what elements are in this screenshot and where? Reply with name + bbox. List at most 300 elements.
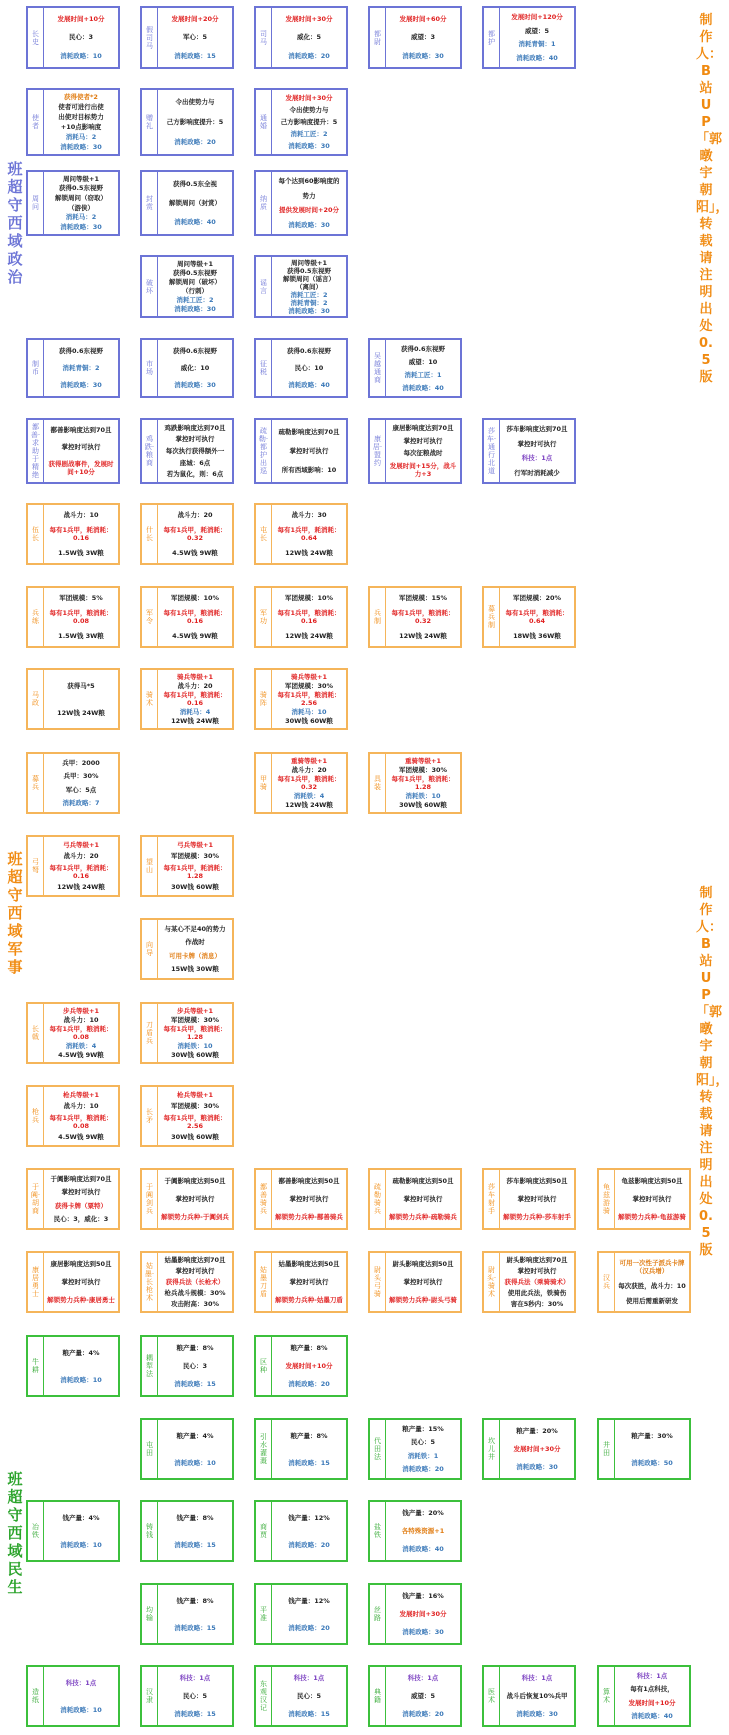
tech-node[interactable] (26, 1500, 120, 1562)
tech-node-body (386, 1420, 460, 1478)
tech-node-label: 马政 (28, 670, 44, 728)
tech-node-label: 弓弩 (28, 837, 44, 895)
tech-node-line: 可用卡牌（消息） (169, 951, 221, 960)
tech-node-body (272, 340, 346, 396)
tech-node-line: 12W钱 24W粮 (285, 632, 333, 641)
tech-node-line: 康居影响度达到70且 (392, 424, 454, 433)
tech-node-label: 汉兵 (599, 1253, 615, 1311)
tech-node-line: 15W钱 30W粮 (171, 965, 219, 974)
tech-node-line: （游侠） (68, 203, 94, 212)
tech-node[interactable] (254, 1500, 348, 1562)
tech-node-body (500, 420, 574, 482)
tech-node[interactable] (597, 1168, 691, 1230)
tech-node-line: 军团规模：30% (284, 681, 334, 690)
tech-node-body (386, 1170, 460, 1228)
tech-node-label: 使者 (28, 90, 44, 154)
tech-node-line: 军团规模：30% (170, 852, 220, 861)
tech-node-line: 每有1兵甲，粮消耗：1.28 (391, 774, 455, 791)
tech-node-line: 消耗政略：50 (631, 1458, 673, 1467)
tech-node-line: 战斗力：20 (63, 852, 99, 861)
tech-node-line: 行军时消耗减少 (514, 468, 560, 477)
tech-node[interactable] (26, 503, 120, 565)
tech-node[interactable] (368, 6, 462, 69)
tech-node-label: 征税 (256, 340, 272, 396)
tech-node-line: 掌控时可执行 (289, 446, 329, 455)
tech-node[interactable] (482, 586, 576, 648)
tech-node-line: 粮产量：8% (290, 1431, 328, 1440)
tech-node[interactable] (140, 835, 234, 897)
tech-node-line: 获得0.6东视野 (58, 346, 103, 355)
tech-node-line: 重骑等级+1 (291, 756, 327, 765)
tech-node[interactable] (368, 1665, 462, 1727)
tech-node-line: 消耗马：2 (65, 133, 97, 141)
tech-node-line: 消耗政略：20 (402, 1465, 444, 1474)
tech-node-label: 康居·盟约 (370, 420, 386, 482)
tech-node-body (386, 8, 460, 67)
tech-node-line: 1.5W钱 3W粮 (58, 549, 104, 558)
tech-node-label: 长矛 (142, 1087, 158, 1145)
tech-node-label: 尉头弓骑 (370, 1253, 386, 1311)
tech-node-label: 井田 (599, 1420, 615, 1478)
tech-node-line: （行刺） (182, 287, 208, 296)
tech-node-line: 消耗马：4 (179, 708, 211, 717)
tech-node-line: 获得卡牌（粟特） (55, 1201, 107, 1210)
tech-node[interactable] (368, 752, 462, 814)
tech-node-body (272, 172, 346, 234)
tech-node-label: 疏勒骑兵 (370, 1170, 386, 1228)
tech-node-body (44, 588, 118, 646)
tech-node-line: 科技：1点 (179, 1674, 211, 1682)
tech-node-label: 通婚 (256, 90, 272, 154)
tech-node-line: 步兵等级+1 (177, 1006, 213, 1015)
tech-node[interactable] (482, 1168, 576, 1230)
tech-node-line: 掌控时可执行 (289, 1195, 329, 1203)
tech-node-line: 消耗政略：20 (288, 1540, 330, 1549)
tech-node[interactable] (597, 1251, 691, 1313)
tech-node-label: 伍长 (28, 505, 44, 563)
tech-node-body (44, 172, 118, 234)
tech-node[interactable] (26, 170, 120, 236)
tech-node-label: 制币 (28, 340, 44, 396)
tech-node-body (272, 1502, 346, 1560)
tech-node-line: 发展时间+15分，战斗力+3 (389, 461, 457, 478)
tech-node-body (386, 1667, 460, 1725)
tech-node-line: 军团规模：20% (512, 593, 562, 602)
tech-node-line: 12W钱 24W粮 (285, 801, 333, 810)
tech-node-body (386, 1585, 460, 1643)
tech-node[interactable] (140, 1251, 234, 1313)
tech-node[interactable] (254, 1583, 348, 1645)
tech-node-body (158, 257, 232, 316)
tech-node-line: 发展时间+30分 (399, 1610, 447, 1618)
tech-node-line: 消耗铁：10 (405, 792, 441, 801)
tech-node-line: 军团规模：10% (284, 593, 334, 602)
tech-node[interactable] (368, 1500, 462, 1562)
tech-node[interactable] (368, 338, 462, 398)
tech-node-line: 消耗马：10 (291, 708, 327, 717)
tech-node-line: 消耗政略：30 (288, 307, 330, 315)
tech-node-line: 解锁周问（窃取） (55, 194, 107, 203)
tech-node[interactable] (26, 338, 120, 398)
tech-node-line: 消耗政略：30 (60, 223, 102, 232)
tech-node-label: 兵制 (370, 588, 386, 646)
tech-node-line: 消耗政略：40 (402, 383, 444, 392)
tech-node-line: 消耗铁：4 (65, 1042, 97, 1051)
tech-node-line: 骑兵等级+1 (291, 672, 327, 681)
tech-node-line: 疏勒影响度达到50且 (392, 1177, 454, 1185)
tech-node[interactable] (368, 1583, 462, 1645)
tech-node[interactable] (26, 418, 120, 484)
tech-node-line: 民心：3 (182, 1362, 208, 1370)
tech-node-body (158, 1585, 232, 1643)
tech-node-body (272, 90, 346, 154)
tech-node[interactable] (140, 6, 234, 69)
tech-node[interactable] (254, 1418, 348, 1480)
tech-node[interactable] (140, 1418, 234, 1480)
tech-node-line: 粮产量：8% (290, 1344, 328, 1352)
tech-node[interactable] (254, 668, 348, 730)
tech-node[interactable] (26, 1168, 120, 1230)
tech-node-line: 发展时间+10分 (57, 15, 105, 24)
tech-node-line: 消耗工匠：2 (290, 291, 328, 299)
tech-node-line: 每有1兵甲，粮消耗：0.64 (505, 608, 569, 625)
tech-node-line: 消耗政略：30 (516, 1463, 558, 1471)
tech-node-line: 每有1兵甲，耗消耗：0.16 (49, 525, 113, 542)
tech-node-body (158, 1667, 232, 1725)
tech-node[interactable] (368, 586, 462, 648)
tech-node[interactable] (140, 1583, 234, 1645)
tech-node[interactable] (597, 1418, 691, 1480)
tech-node-label: 耦犁法 (142, 1337, 158, 1395)
tech-node-body (158, 1253, 232, 1311)
tech-node-line: 莎车影响度达到50且 (506, 1177, 568, 1185)
tech-node-line: 4.5W钱 9W粮 (58, 1133, 104, 1142)
tech-node[interactable] (26, 1251, 120, 1313)
tech-node-label: 算术 (599, 1667, 615, 1725)
tech-node-line: 消耗政略：20 (288, 51, 330, 60)
tech-node-line: 威望：5 (410, 1692, 436, 1700)
tech-node-label: 汉隶 (142, 1667, 158, 1725)
tech-node-line: 消耗政略：15 (174, 1710, 216, 1718)
tech-node-label: 屯田 (142, 1420, 158, 1478)
tech-node-line: 可用一次性子派兵卡牌（汉兵增） (619, 1258, 685, 1275)
tech-node-body (158, 1087, 232, 1145)
tech-node[interactable] (140, 503, 234, 565)
tech-node-line: 30W钱 60W粮 (171, 1133, 219, 1142)
tech-node-line: 消耗政略：10 (60, 51, 102, 60)
tech-node[interactable] (140, 418, 234, 484)
tech-node[interactable] (140, 170, 234, 236)
tech-node-line: 12W钱 24W粮 (171, 717, 219, 726)
tech-node-line: 弓兵等级+1 (63, 840, 99, 849)
tech-node-line: 尉头影响度达到50且 (392, 1260, 454, 1268)
tech-node-line: 解锁周问（谣言） (283, 275, 335, 283)
tech-node-line: 消耗政略：30 (288, 142, 330, 150)
tech-node-label: 具装 (370, 754, 386, 812)
tech-node-label: 东观汉记 (256, 1667, 272, 1725)
tech-node-label: 赠礼 (142, 90, 158, 154)
tech-node-label: 军功 (256, 588, 272, 646)
tech-node[interactable] (26, 835, 120, 897)
tech-node-line: 每有1兵甲，耗消耗：0.16 (49, 863, 113, 880)
tech-node-line: 周问等级+1 (63, 174, 99, 183)
tech-node-body (44, 1667, 118, 1725)
tech-node-line: 己方影响度提升：5 (166, 118, 224, 126)
tech-node-body (272, 8, 346, 67)
tech-node-label: 于阗剑兵 (142, 1170, 158, 1228)
tech-node-label: 龟兹游骑 (599, 1170, 615, 1228)
tech-node-body (158, 340, 232, 396)
tech-node-line: 获得0.5东视野 (58, 184, 103, 193)
tech-node[interactable] (368, 1418, 462, 1480)
tech-node-body (158, 90, 232, 154)
tech-node-line: 战斗力：10 (63, 1015, 99, 1024)
tech-node[interactable] (482, 1251, 576, 1313)
tech-node-line: 步兵等级+1 (63, 1006, 99, 1015)
tech-node-body (44, 8, 118, 67)
tech-node-body (44, 340, 118, 396)
tech-node[interactable] (26, 1665, 120, 1727)
tech-node-label: 市场 (142, 340, 158, 396)
tech-node[interactable] (482, 1418, 576, 1480)
tech-node-body (615, 1667, 689, 1725)
tech-node-line: 姑墨影响度达到70且 (164, 1256, 226, 1265)
tech-node-line: 发展时间+30分 (285, 15, 333, 24)
tech-node-line: 发展时间+10分 (285, 1362, 333, 1370)
tech-node-line: 消耗政略：20 (402, 1710, 444, 1718)
tech-node-line: 每个达到60影响度的 (278, 177, 340, 186)
tech-node-body (44, 1004, 118, 1062)
tech-node-label: 假司马 (142, 8, 158, 67)
tech-node-line: 消耗政略：30 (60, 143, 102, 151)
tech-node-line: 4.5W钱 9W粮 (172, 632, 218, 641)
tech-node[interactable] (254, 1168, 348, 1230)
tech-node-line: 掌控时可执行 (289, 1278, 329, 1286)
tech-node-line: 军心：5点 (65, 785, 97, 794)
tech-node-label: 司马 (256, 8, 272, 67)
tech-node[interactable] (254, 6, 348, 69)
tech-node-line: 与某心不足40的势力 (164, 924, 226, 933)
tech-node[interactable] (254, 418, 348, 484)
tech-node-line: 消耗政略：10 (60, 1375, 102, 1384)
tech-node-line: 兵甲：30% (63, 772, 99, 781)
tech-node[interactable] (26, 752, 120, 814)
tech-node-line: 枪兵等级+1 (63, 1090, 99, 1099)
tech-node[interactable] (26, 1085, 120, 1147)
tech-node-line: 各特殊资源+1 (401, 1527, 445, 1535)
tech-node-line: 战斗力：10 (63, 510, 99, 519)
tech-node[interactable] (140, 1665, 234, 1727)
tech-node[interactable] (140, 1002, 234, 1064)
tech-node-line: 12W钱 24W粮 (57, 708, 105, 717)
tech-node[interactable] (26, 586, 120, 648)
tech-node[interactable] (26, 668, 120, 730)
tech-node[interactable] (140, 1335, 234, 1397)
tech-node-line: 消耗政略：30 (288, 220, 330, 229)
tech-node-line: 消耗政略：15 (174, 1540, 216, 1549)
tech-node-line: （离间） (296, 283, 322, 291)
tech-node-line: 30W钱 60W粮 (171, 1051, 219, 1060)
tech-node-line: 战斗力：20 (177, 681, 213, 690)
tech-node-body (386, 1253, 460, 1311)
tech-node-line: 消耗政略：15 (174, 1623, 216, 1632)
tech-node-body (44, 670, 118, 728)
tech-node-line: 解锁势力兵种-鄯善骑兵 (275, 1213, 343, 1221)
tech-node-body (500, 1420, 574, 1478)
tech-node[interactable] (254, 752, 348, 814)
tech-node-label: 鄯善·求助于精绝 (28, 420, 44, 482)
tech-node-line: 消耗政略：7 (62, 799, 100, 808)
tech-node-line: 粮产量：8% (176, 1344, 214, 1352)
tech-node-label: 募兵 (28, 754, 44, 812)
tech-node-line: 粮产量：20% (516, 1427, 558, 1435)
tech-node-body (158, 420, 232, 482)
tech-node[interactable] (26, 88, 120, 156)
tech-node-line: 发展时间+120分 (511, 12, 563, 21)
tech-node-line: 获得0.5东全视 (172, 179, 217, 188)
tech-node-label: 骑术 (142, 670, 158, 728)
tech-node-line: 消耗铁：4 (293, 792, 325, 801)
tech-node[interactable] (26, 1002, 120, 1064)
tech-node-line: 战斗力：20 (177, 510, 213, 519)
tech-node-line: 粮产量：4% (62, 1348, 100, 1357)
tech-node[interactable] (482, 1665, 576, 1727)
tech-node-line: 解锁周问（封赏） (169, 198, 221, 207)
tech-node-body (272, 588, 346, 646)
tech-node-line: 势力 (302, 191, 316, 200)
tech-node[interactable] (26, 6, 120, 69)
tech-node-line: 掌控时可执行 (175, 1195, 215, 1203)
tech-node-line: 周问等级+1 (177, 259, 213, 268)
tech-node-line: 每有1兵甲，粮消耗：2.56 (277, 690, 341, 707)
tech-node[interactable] (140, 1168, 234, 1230)
tech-node-body (158, 172, 232, 234)
tech-node-line: 消耗政略：20 (288, 1623, 330, 1632)
tech-node-body (272, 1337, 346, 1395)
tech-node-line: 粮产量：4% (176, 1431, 214, 1440)
tech-node-label: 均输 (142, 1585, 158, 1643)
tech-node-label: 屯长 (256, 505, 272, 563)
tech-node-body (386, 754, 460, 812)
tech-node[interactable] (140, 668, 234, 730)
tech-node-line: 每有1兵甲，粮消耗：1.28 (163, 1024, 227, 1041)
tech-node-line: 座城：6点 (179, 458, 211, 467)
tech-node-body (44, 505, 118, 563)
tech-node-line: 消耗政略：20 (288, 1380, 330, 1388)
tech-node[interactable] (140, 586, 234, 648)
tech-node-line: 军团规模：10% (170, 593, 220, 602)
tech-node-line: 掌控时可执行 (517, 1267, 557, 1276)
tech-node-line: 消耗铁：1 (407, 1451, 439, 1460)
tech-node-body (500, 1170, 574, 1228)
tech-node-line: 消耗政略：40 (631, 1712, 673, 1721)
tech-node[interactable] (254, 503, 348, 565)
tech-node[interactable] (368, 1251, 462, 1313)
tech-node-line: 民心：3 (68, 33, 94, 42)
tech-node[interactable] (254, 586, 348, 648)
tech-node[interactable] (254, 338, 348, 398)
tech-node[interactable] (254, 1665, 348, 1727)
tech-node-line: 消耗政略：40 (402, 1545, 444, 1553)
tech-node-body (272, 1170, 346, 1228)
tech-node-body (272, 420, 346, 482)
tech-node-line: 消耗政略：40 (288, 381, 330, 390)
tech-node-body (158, 670, 232, 728)
tech-node[interactable] (140, 1085, 234, 1147)
tech-node[interactable] (140, 338, 234, 398)
tech-node-body (500, 1667, 574, 1725)
tech-node[interactable] (254, 1251, 348, 1313)
tech-node-line: 掌控时可执行 (403, 436, 443, 445)
tech-node[interactable] (254, 88, 348, 156)
tech-node-line: 掌控时可执行 (517, 439, 557, 448)
tech-node[interactable] (482, 418, 576, 484)
tech-node-line: 发展时间+60分 (399, 15, 447, 24)
tech-node[interactable] (254, 1335, 348, 1397)
tech-node-line: 每有1兵甲，耗消耗：0.32 (163, 525, 227, 542)
tech-node[interactable] (254, 255, 348, 318)
tech-node[interactable] (368, 418, 462, 484)
tech-node-line: 消耗政略：40 (174, 218, 216, 227)
tech-node[interactable] (140, 1500, 234, 1562)
tech-node-line: 攻击附高：30% (170, 1299, 220, 1308)
tech-node-line: 消耗铁：10 (177, 1042, 213, 1051)
tech-node[interactable] (26, 1335, 120, 1397)
section-title-livelihood: 班超守西域民生 (7, 1470, 23, 1596)
tech-node-line: 鄯善影响度达到70且 (50, 426, 112, 435)
tech-node-line: 钱产量：4% (62, 1513, 100, 1522)
tech-node[interactable] (597, 1665, 691, 1727)
tech-node-line: 消耗政略：40 (516, 54, 558, 63)
tech-node-line: 科技：1点 (407, 1674, 439, 1682)
tech-node[interactable] (254, 170, 348, 236)
tech-node-line: 获得0.6东视野 (172, 346, 217, 355)
tech-node-label: 向导 (142, 920, 158, 978)
tech-node-line: 消耗政略：10 (174, 1458, 216, 1467)
tech-node-body (272, 505, 346, 563)
tech-node-line: 威望：5 (524, 26, 550, 35)
tech-node[interactable] (140, 88, 234, 156)
tech-node-label: 姑墨刀盾 (256, 1253, 272, 1311)
tech-node-body (158, 1337, 232, 1395)
tech-node[interactable] (140, 255, 234, 318)
tech-node-line: 4.5W钱 9W粮 (172, 549, 218, 558)
tech-node-line: 鸡跌影响度达到70且 (164, 423, 226, 432)
tech-node-line: 4.5W钱 9W粮 (58, 1051, 104, 1060)
tech-node-line: 弓兵等级+1 (177, 840, 213, 849)
tech-node-label: 封赏 (142, 172, 158, 234)
tech-node-body (615, 1253, 689, 1311)
tech-node-label: 什长 (142, 505, 158, 563)
tech-node-line: 掌控时可执行 (61, 1278, 101, 1286)
tech-node-body (500, 588, 574, 646)
tech-node-label: 周问 (28, 172, 44, 234)
tech-node-line: 解锁势力兵种-于阗剑兵 (161, 1213, 229, 1221)
tech-node-line: 发展时间+20分 (171, 15, 219, 24)
tech-node[interactable] (368, 1168, 462, 1230)
tech-node[interactable] (140, 918, 234, 980)
tech-node-label: 牛耕 (28, 1337, 44, 1395)
tech-node-label: 长戟 (28, 1004, 44, 1062)
tech-node-label: 商贾 (256, 1502, 272, 1560)
tech-node-line: 消耗政略：30 (174, 305, 216, 314)
tech-node-line: 鄯善影响度达到50且 (278, 1177, 340, 1185)
tech-node-line: 每有1兵甲，粮消耗：0.08 (49, 1024, 113, 1041)
tech-node-body (158, 920, 232, 978)
tech-node[interactable] (482, 6, 576, 69)
tech-node-line: 每有1兵甲，粮消耗：0.16 (277, 608, 341, 625)
tech-node-line: 掌控时可执行 (61, 1188, 101, 1197)
